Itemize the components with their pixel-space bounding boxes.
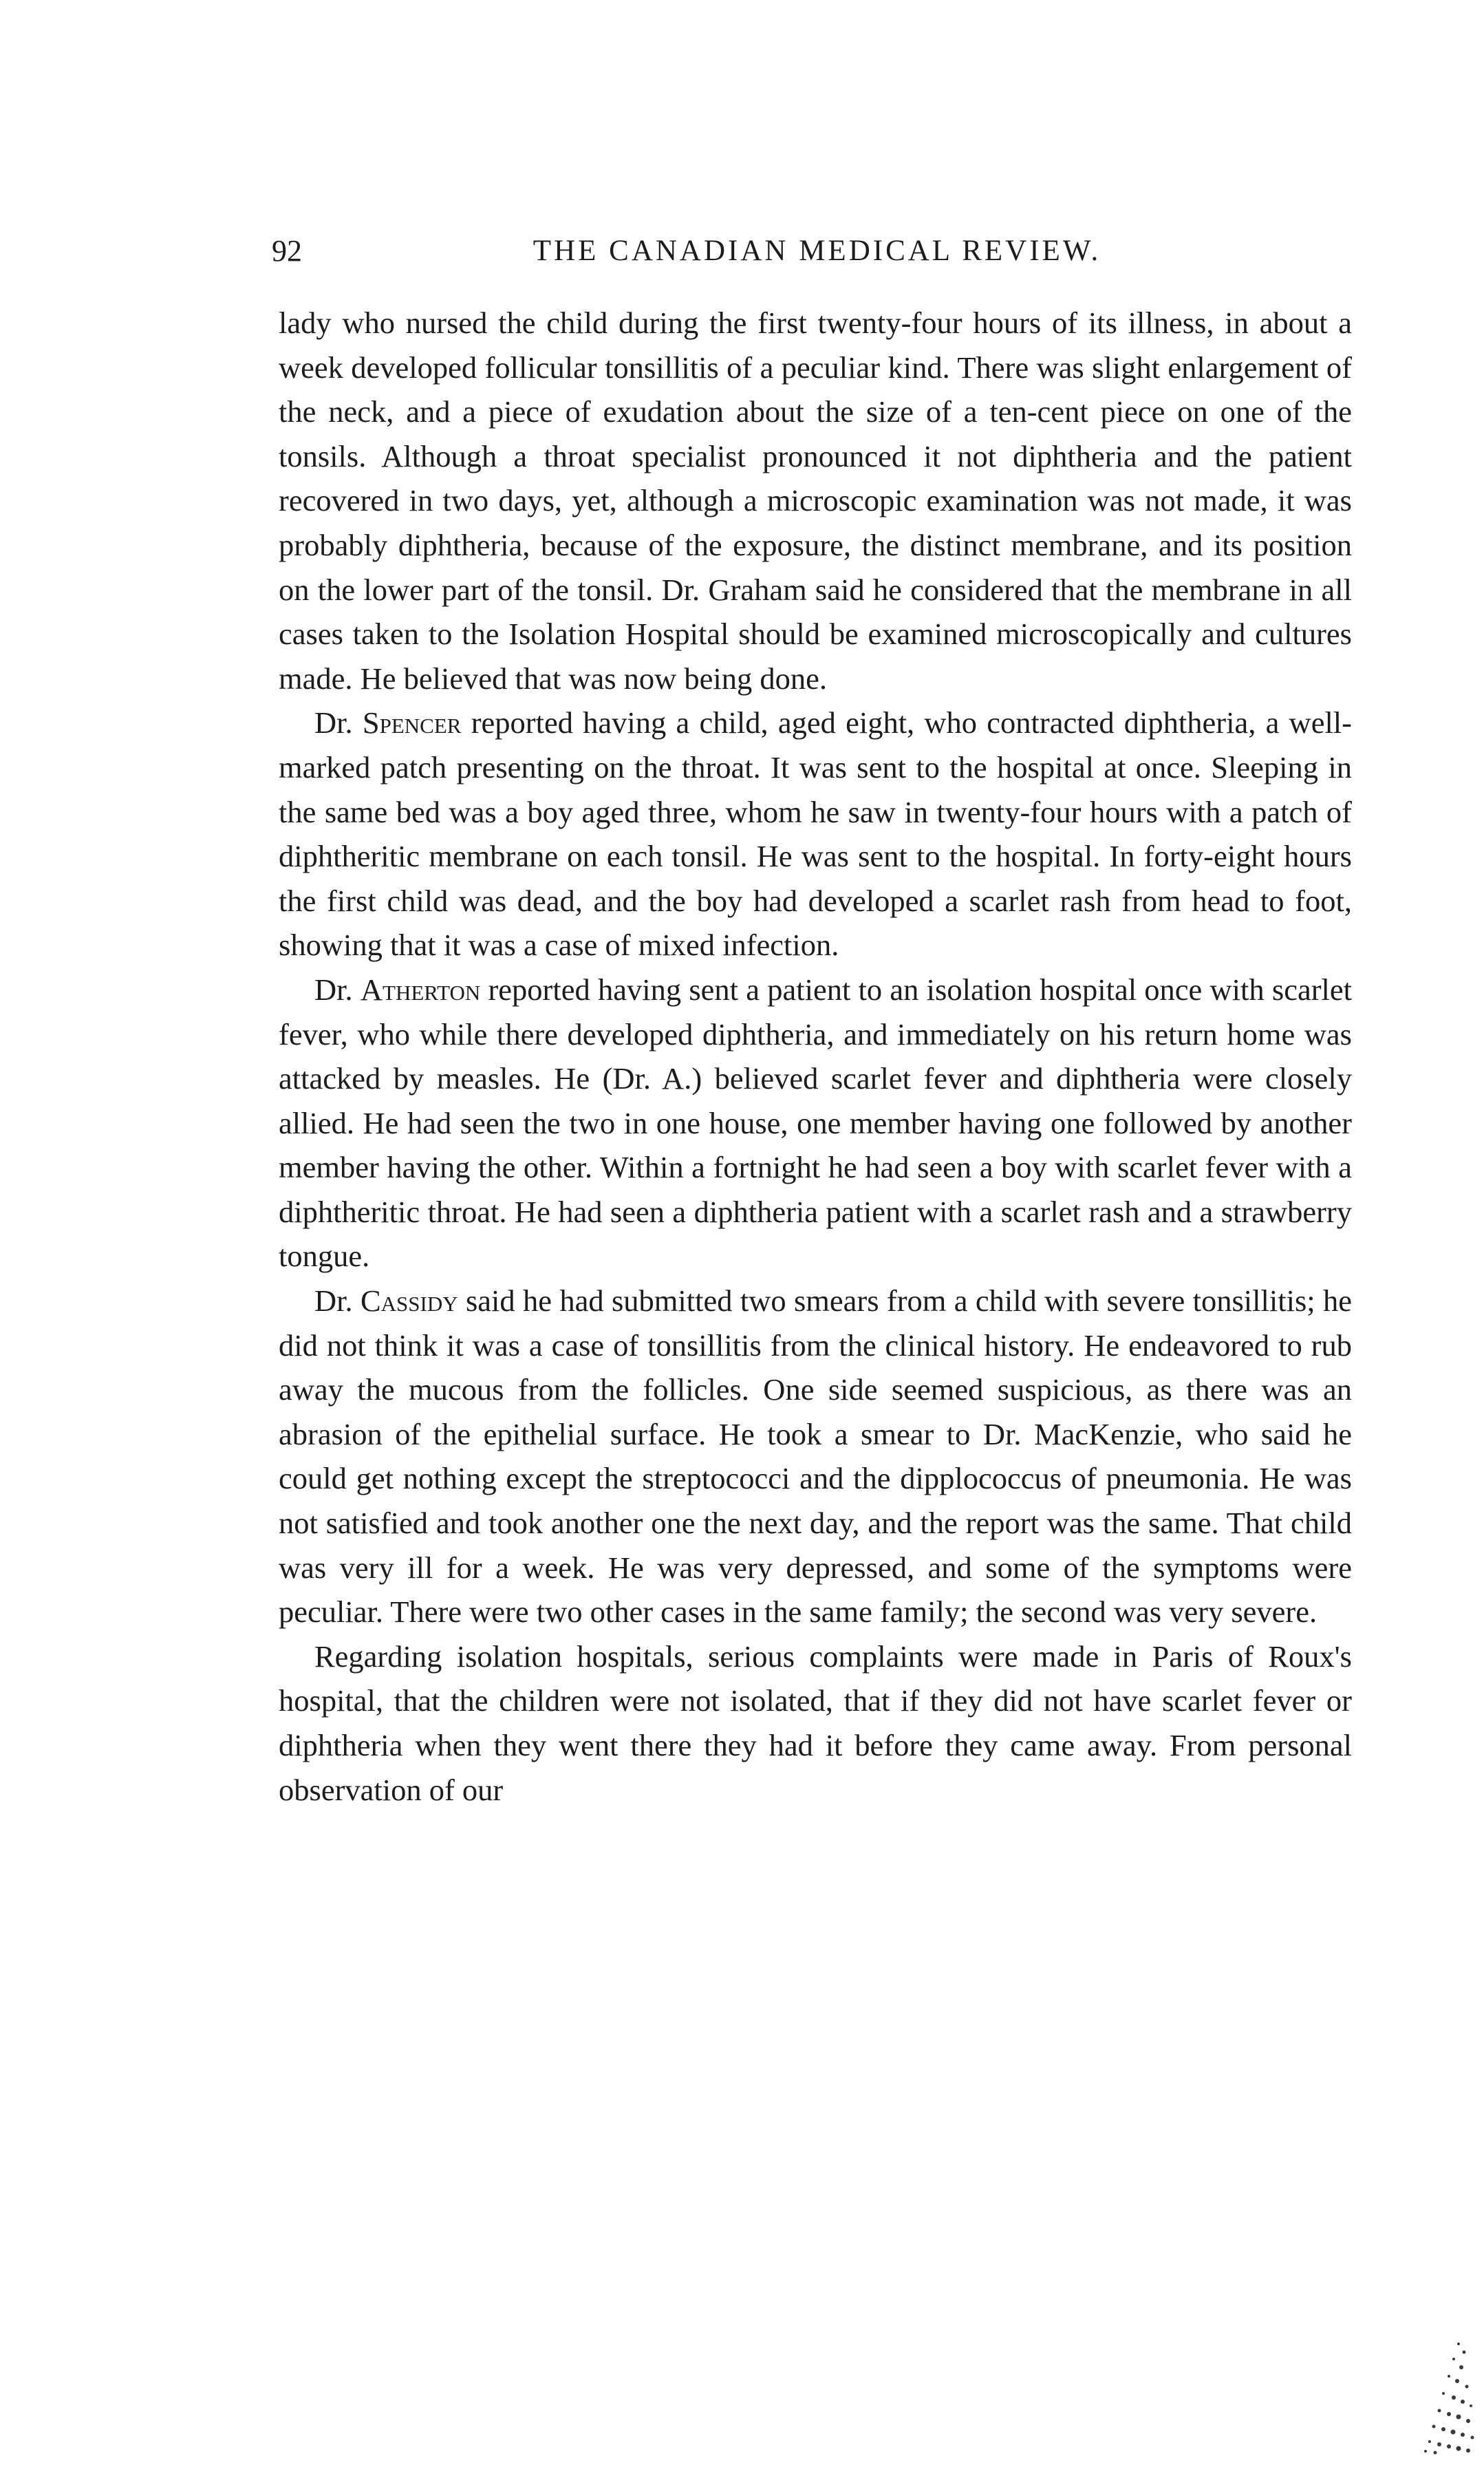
paragraph-spencer xyxy=(279,701,1352,968)
speaker-name: Cassidy xyxy=(360,1283,458,1319)
paragraph-atherton xyxy=(279,968,1352,1279)
library-stamp-mark xyxy=(1416,2338,1478,2455)
paragraph-text: said he had submitted two smears from a child with severe tonsillitis; he did not think it was a case of tonsillitis from the clinical history. He endeavored to rub away the mucous from the follicles. One side seemed suspicious, as there was an abrasion of the epithelial surface. He took a smear to Dr. MacKenzie, who said he could get nothing except the streptococci and the dipplococcus of pneumonia. He was not satisfied and took another one the next day, and the report was the same. That child was very ill for a week. He was very depressed, and some of the symptoms were peculiar. There were two other cases in the same family; the second was very severe. xyxy=(279,1283,1353,1630)
speaker-prefix: Dr. xyxy=(314,972,361,1007)
paragraph-text: Regarding isolation hospitals, serious complaints were made in Paris of Roux's hospital, that the children were not isolated, that if they did not have scarlet fever or diphtheria when they went there they had it before they came away. From personal observation of our xyxy=(279,1639,1352,1807)
paragraph-continuation xyxy=(279,301,1352,701)
speaker-prefix: Dr. xyxy=(314,705,363,740)
page-header xyxy=(272,231,1348,272)
running-head: THE CANADIAN MEDICAL REVIEW. xyxy=(533,235,1101,267)
speaker-name: Atherton xyxy=(360,972,481,1007)
article-body xyxy=(279,301,1352,1812)
page-number: 92 xyxy=(272,234,302,268)
paragraph-text: lady who nursed the child during the first twenty-four hours of its illness, in about a week developed follicular tonsillitis of a peculiar kind. There was slight enlargement of the neck, and a piece of exudation about the size of a ten-cent piece on one of the tonsils. Although a throat specialist pronounced it not diphtheria and the patient recovered in two days, yet, although a microscopic examination was not made, it was probably diphtheria, because of the exposure, the distinct membrane, and its position on the lower part of the tonsil. Dr. Graham said he considered that the membrane in all cases taken to the Isolation Hospital should be examined microscopically and cultures made. He believed that was now being done. xyxy=(279,306,1352,696)
paragraph-text: reported having sent a patient to an isolation hospital once with scarlet fever, who while there developed diphtheria, and immediately on his return home was attacked by measles. He (Dr. A.) believed scarlet fever and diphtheria were closely allied. He had seen the two in one house, one member having one followed by another member having the other. Within a fortnight he had seen a boy with scarlet fever with a diphtheritic throat. He had seen a diphtheria patient with a scarlet rash and a strawberry tongue. xyxy=(279,972,1353,1274)
speaker-prefix: Dr. xyxy=(314,1283,361,1319)
paragraph-cassidy xyxy=(279,1279,1352,1634)
paragraph-text: reported having a child, aged eight, who contracted diphtheria, a well-marked patch presenting on the throat. It was sent to the hospital at once. Sleeping in the same bed was a boy aged three, whom he saw in twenty-four hours with a patch of diphtheritic membrane on each tonsil. He was sent to the hospital. In forty-eight hours the first child was dead, and the boy had developed a scarlet rash from head to foot, showing that it was a case of mixed infection. xyxy=(279,705,1352,963)
paragraph-isolation-hospitals xyxy=(279,1634,1352,1812)
speaker-name: Spencer xyxy=(362,705,462,740)
